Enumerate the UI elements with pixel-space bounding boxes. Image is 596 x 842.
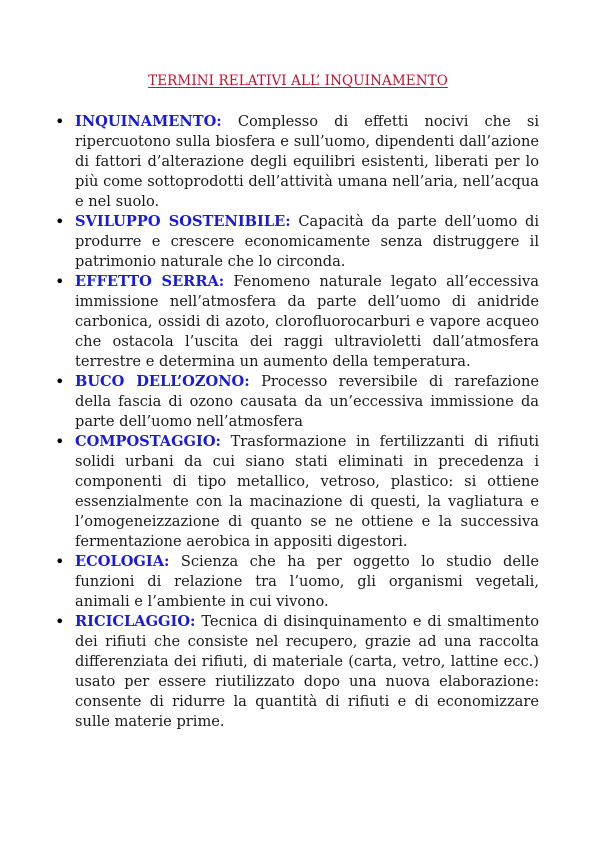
term-item-buco-ozono xyxy=(55,372,540,432)
term-list xyxy=(0,112,596,732)
term-item-ecologia xyxy=(55,552,539,612)
term-item-compostaggio xyxy=(55,432,539,552)
term-name: SVILUPPO SOSTENIBILE: xyxy=(75,213,291,230)
page-title: TERMINI RELATIVI ALL’ INQUINAMENTO xyxy=(148,73,448,89)
term-name: ECOLOGIA: xyxy=(75,553,170,570)
bullet-icon: • xyxy=(55,272,65,291)
bullet-icon: • xyxy=(55,212,65,231)
term-definition: Tecnica di disinquinamento e di smaltimento dei rifiuti che consiste nel recupero, grazie ad una raccolta differenziata dei rifiuti, di materiale (carta, vetro, lattine ecc.) usato per essere riutilizzato dopo una nuova elaborazione: consente di ridurre la quantità di rifiuti e di economizzare sulle materie prime. xyxy=(75,613,539,730)
term-definition: Processo reversibile di rarefazione della fascia di ozono causata da un’eccessiva immissione da parte dell’uomo nell’atmosfera xyxy=(75,373,540,430)
bullet-icon: • xyxy=(55,612,65,631)
bullet-icon: • xyxy=(55,112,65,131)
term-item-riciclaggio xyxy=(55,612,539,732)
term-name: RICICLAGGIO: xyxy=(75,613,196,630)
term-definition: Fenomeno naturale legato all’eccessiva immissione nell’atmosfera da parte dell’uomo di anidride carbonica, ossidi di azoto, clorofluorocarburi e vapore acqueo che ostacola l’uscita dei raggi ultravioletti dall’atmosfera terrestre e determina un aumento della temperatura. xyxy=(75,273,539,370)
term-name: BUCO DELL’OZONO: xyxy=(75,373,250,390)
bullet-icon: • xyxy=(55,372,65,391)
term-item-inquinamento xyxy=(55,112,540,212)
term-item-sviluppo-sostenibile xyxy=(55,212,539,272)
term-definition: Complesso di effetti nocivi che si ripercuotono sulla biosfera e sull’uomo, dipendenti dall’azione di fattori d’alterazione degli equilibri esistenti, liberati per lo più come sottoprodotti dell’attività umana nell’aria, nell’acqua e nel suolo. xyxy=(75,113,540,210)
term-definition: Scienza che ha per oggetto lo studio delle funzioni di relazione tra l’uomo, gli organismi vegetali, animali e l’ambiente in cui vivono. xyxy=(75,553,539,610)
term-definition: Capacità da parte dell’uomo di produrre e crescere economicamente senza distruggere il patrimonio naturale che lo circonda. xyxy=(75,213,539,270)
term-name: EFFETTO SERRA: xyxy=(75,273,225,290)
term-definition: Trasformazione in fertilizzanti di rifiuti solidi urbani da cui siano stati eliminati in precedenza i componenti di tipo metallico, vetroso, plastico: si ottiene essenzialmente con la macinazione di questi, la vagliatura e l’omogeneizzazione di quanto se ne ottiene e la successiva fermentazione aerobica in appositi digestori. xyxy=(75,433,539,550)
term-name: COMPOSTAGGIO: xyxy=(75,433,221,450)
bullet-icon: • xyxy=(55,432,65,451)
term-item-effetto-serra xyxy=(55,272,539,372)
bullet-icon: • xyxy=(55,552,65,571)
term-name: INQUINAMENTO: xyxy=(75,113,222,130)
